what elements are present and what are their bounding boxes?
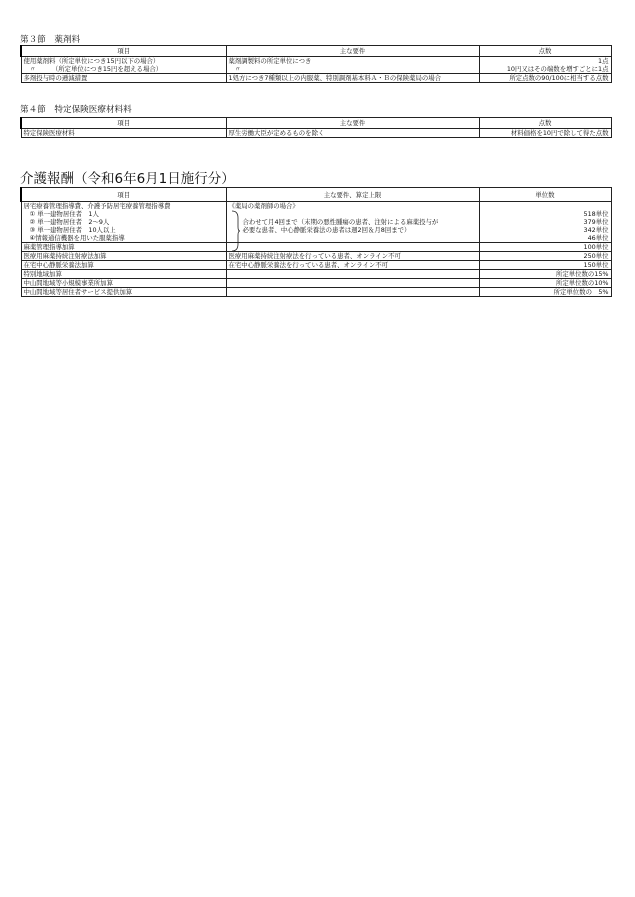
- requirement-heading: 《薬局の薬剤師の場合》: [228, 202, 299, 210]
- material-fee-table: [20, 117, 612, 138]
- units-value: 46単位: [587, 234, 609, 242]
- header-item: 項目: [21, 46, 226, 57]
- row-item: 在宅中心静脈栄養法加算: [21, 261, 226, 270]
- row-item: 使用薬剤料（所定単位につき15円以下の場合）: [23, 57, 160, 65]
- row-points: 1点: [598, 57, 609, 65]
- row-requirement: [226, 243, 479, 252]
- units-value: 342単位: [583, 226, 609, 234]
- requirement-text: 合わせて月4回まで（末期の悪性腫瘍の患者、注射による麻薬投与が: [242, 218, 439, 226]
- table-row: [21, 270, 611, 279]
- header-item: 項目: [21, 118, 226, 129]
- row-requirement: 〃: [234, 65, 241, 73]
- row-item: 特定保険医療材料: [21, 129, 226, 138]
- header-points: 点数: [479, 46, 611, 57]
- table-row: [21, 74, 611, 83]
- main-item: 居宅療養管理指導費、介護予防居宅療養管理指導費: [23, 202, 171, 210]
- table-header-row: [21, 118, 611, 129]
- row-requirement: [226, 279, 479, 288]
- row-points: 材料価格を10円で除して得た点数: [479, 129, 611, 138]
- table-row: [21, 243, 611, 252]
- units-value: 379単位: [583, 218, 609, 226]
- brace-icon: [231, 210, 241, 252]
- table-row: [21, 261, 611, 270]
- row-item: 医療用麻薬持続注射療法加算: [21, 252, 226, 261]
- main-item-sub: ③ 単一建物居住者 10人以上: [29, 226, 116, 234]
- table-row: [21, 279, 611, 288]
- drug-fee-table: [20, 45, 612, 83]
- row-requirement: 1処方につき7種類以上の内服薬、特別調剤基本料Ａ・Ｂの保険薬局の場合: [226, 74, 479, 83]
- requirement-text: 必要な患者、中心静脈栄養法の患者は週2回＆月8回まで）: [242, 226, 411, 234]
- row-units: 150単位: [479, 261, 611, 270]
- main-item-sub: ④情報通信機器を用いた服薬指導: [29, 234, 125, 242]
- header-requirement: 主な要件: [226, 118, 479, 129]
- section4-title: 第４節 特定保険医療材料料: [20, 105, 132, 115]
- header-requirement: 主な要件: [226, 46, 479, 57]
- row-requirement: [226, 270, 479, 279]
- row-item: 中山間地域等居住者サービス提供加算: [21, 288, 226, 297]
- table-row: [21, 252, 611, 261]
- units-value: 518単位: [583, 210, 609, 218]
- row-points: 所定点数の90/100に相当する点数: [479, 74, 611, 83]
- row-requirement: 薬剤調製料の所定単位につき: [228, 57, 312, 65]
- row-units: 所定単位数の10%: [479, 279, 611, 288]
- row-units: 100単位: [479, 243, 611, 252]
- row-units: 所定単位数の 5%: [479, 288, 611, 297]
- row-requirement: 厚生労働大臣が定めるものを除く: [226, 129, 479, 138]
- row-units: 250単位: [479, 252, 611, 261]
- row-units: 所定単位数の15%: [479, 270, 611, 279]
- table-row: [21, 202, 611, 243]
- table-header-row: [21, 46, 611, 57]
- header-requirement: 主な要件、算定上限: [226, 188, 479, 202]
- row-item: 多剤投与時の逓減措置: [21, 74, 226, 83]
- row-item: 中山間地域等小規模事業所加算: [21, 279, 226, 288]
- row-item: 特別地域加算: [21, 270, 226, 279]
- row-item: 麻薬管理指導加算: [21, 243, 226, 252]
- section3-title: 第３節 薬剤料: [20, 35, 81, 45]
- row-requirement: [226, 288, 479, 297]
- table-row: [21, 129, 611, 138]
- main-item-sub: ① 単一建物居住者 1人: [29, 210, 99, 218]
- row-item: 〃 （所定単位につき15円を超える場合）: [29, 65, 163, 73]
- care-fee-title: 介護報酬（令和6年6月1日施行分）: [20, 171, 235, 187]
- table-header-row: [21, 188, 611, 202]
- header-item: 項目: [21, 188, 226, 202]
- table-row: [21, 57, 611, 74]
- row-requirement: 医療用麻薬持続注射療法を行っている患者、オンライン不可: [226, 252, 479, 261]
- main-item-sub: ② 単一建物居住者 2～9人: [29, 218, 110, 226]
- header-points: 点数: [479, 118, 611, 129]
- care-fee-table: [20, 187, 612, 297]
- header-units: 単位数: [479, 188, 611, 202]
- row-requirement: 在宅中心静脈栄養法を行っている患者、オンライン不可: [226, 261, 479, 270]
- table-row: [21, 288, 611, 297]
- row-points: 10円又はその端数を増すごとに1点: [506, 65, 609, 73]
